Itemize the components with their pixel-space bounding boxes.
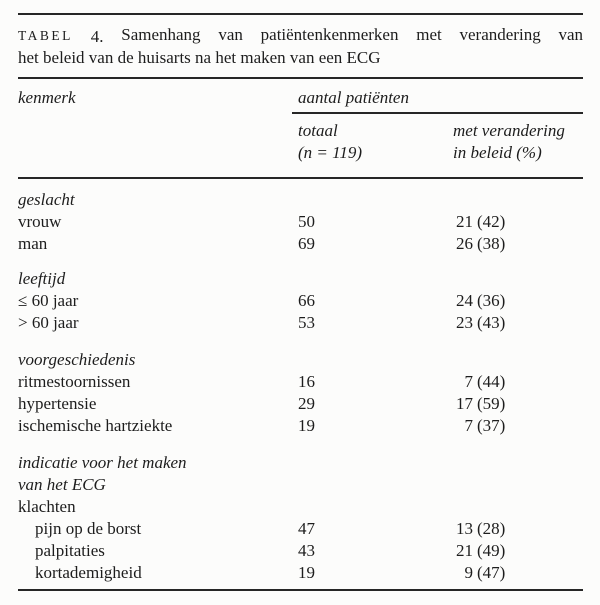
row-change-value bbox=[453, 393, 583, 415]
row-label: man bbox=[18, 234, 48, 253]
subheader-spacer bbox=[18, 120, 298, 142]
column-header-aantal-patienten: aantal patiënten bbox=[298, 88, 409, 107]
row-change-pct: (49) bbox=[477, 541, 506, 560]
row-change-value bbox=[453, 290, 583, 312]
row-change-value bbox=[453, 371, 583, 393]
row-label: vrouw bbox=[18, 212, 62, 231]
row-change-n: 21 bbox=[456, 212, 473, 231]
caption-tabel-label: TABEL bbox=[18, 28, 73, 43]
row-change-n: 26 bbox=[456, 234, 473, 253]
row-total-value: 43 bbox=[298, 541, 315, 560]
section-subheader-klachten: klachten bbox=[18, 497, 76, 516]
top-rule bbox=[18, 13, 583, 15]
row-total-value: 19 bbox=[298, 416, 315, 435]
table-row bbox=[18, 290, 583, 312]
column-header-kenmerk: kenmerk bbox=[18, 88, 76, 107]
row-change-value bbox=[453, 233, 583, 255]
section-header: voorgeschiedenis bbox=[18, 350, 136, 369]
row-total-value: 16 bbox=[298, 372, 315, 391]
row-change-pct: (28) bbox=[477, 519, 506, 538]
row-total-value: 50 bbox=[298, 212, 315, 231]
row-label: hypertensie bbox=[18, 394, 97, 413]
table-row bbox=[18, 312, 583, 334]
caption-line2: het beleid van de huisarts na het maken van een ECG bbox=[18, 48, 381, 67]
row-change-value bbox=[453, 562, 583, 584]
aantal-patienten-subrule bbox=[292, 112, 583, 114]
row-total-value: 19 bbox=[298, 563, 315, 582]
table-body bbox=[18, 179, 583, 584]
column-subheader-totaal-n: (n = 119) bbox=[298, 143, 363, 162]
row-change-pct: (36) bbox=[477, 291, 506, 310]
row-change-value bbox=[453, 415, 583, 437]
row-change-value bbox=[453, 211, 583, 233]
row-change-value bbox=[453, 518, 583, 540]
column-subheader-row-1 bbox=[18, 120, 583, 142]
table-caption bbox=[18, 24, 583, 69]
row-label: palpitaties bbox=[35, 541, 105, 560]
section-geslacht bbox=[18, 189, 583, 255]
row-change-pct: (47) bbox=[477, 563, 506, 582]
row-change-n: 7 bbox=[464, 372, 473, 391]
row-change-pct: (44) bbox=[477, 372, 506, 391]
row-change-n: 23 bbox=[456, 313, 473, 332]
row-label: ≤ 60 jaar bbox=[18, 291, 79, 310]
row-change-value bbox=[453, 540, 583, 562]
table-row bbox=[18, 233, 583, 255]
row-label: > 60 jaar bbox=[18, 313, 79, 332]
row-change-pct: (59) bbox=[477, 394, 506, 413]
subheader-spacer bbox=[18, 142, 298, 164]
table-row bbox=[18, 211, 583, 233]
table-row bbox=[18, 562, 583, 584]
row-change-pct: (38) bbox=[477, 234, 506, 253]
caption-line1 bbox=[18, 24, 583, 47]
column-subheader-row-2 bbox=[18, 142, 583, 164]
section-leeftijd bbox=[18, 268, 583, 334]
row-change-n: 9 bbox=[464, 563, 473, 582]
row-change-n: 24 bbox=[456, 291, 473, 310]
row-total-value: 66 bbox=[298, 291, 315, 310]
row-change-n: 21 bbox=[456, 541, 473, 560]
column-subheader-verandering: met verandering bbox=[453, 121, 565, 140]
table-row bbox=[18, 393, 583, 415]
row-change-n: 17 bbox=[456, 394, 473, 413]
row-change-pct: (42) bbox=[477, 212, 506, 231]
section-header-line2: van het ECG bbox=[18, 475, 106, 494]
section-voorgeschiedenis bbox=[18, 349, 583, 437]
row-total-value: 69 bbox=[298, 234, 315, 253]
row-total-value: 53 bbox=[298, 313, 315, 332]
row-label: pijn op de borst bbox=[35, 519, 142, 538]
section-header: indicatie voor het maken bbox=[18, 453, 187, 472]
row-total-value: 47 bbox=[298, 519, 315, 538]
row-change-n: 13 bbox=[456, 519, 473, 538]
row-change-n: 7 bbox=[464, 416, 473, 435]
section-header: geslacht bbox=[18, 190, 75, 209]
header-top-rule bbox=[18, 77, 583, 79]
bottom-rule bbox=[18, 589, 583, 591]
column-subheader-totaal: totaal bbox=[298, 121, 338, 140]
row-change-value bbox=[453, 312, 583, 334]
table-row bbox=[18, 540, 583, 562]
row-change-pct: (43) bbox=[477, 313, 506, 332]
row-total-value: 29 bbox=[298, 394, 315, 413]
row-label: kortademigheid bbox=[35, 563, 142, 582]
section-header: leeftijd bbox=[18, 269, 66, 288]
column-header-row bbox=[18, 87, 583, 109]
column-subheader-verandering-2: in beleid (%) bbox=[453, 143, 542, 162]
caption-line1-text: Samenhang van patiëntenkenmerken met verandering van bbox=[121, 25, 584, 44]
row-label: ischemische hartziekte bbox=[18, 416, 173, 435]
row-change-pct: (37) bbox=[477, 416, 506, 435]
table-row bbox=[18, 371, 583, 393]
section-indicatie-ecg bbox=[18, 452, 583, 584]
row-label: ritmestoornissen bbox=[18, 372, 131, 391]
caption-table-number: 4. bbox=[90, 27, 104, 46]
table-row bbox=[18, 415, 583, 437]
table-row bbox=[18, 518, 583, 540]
